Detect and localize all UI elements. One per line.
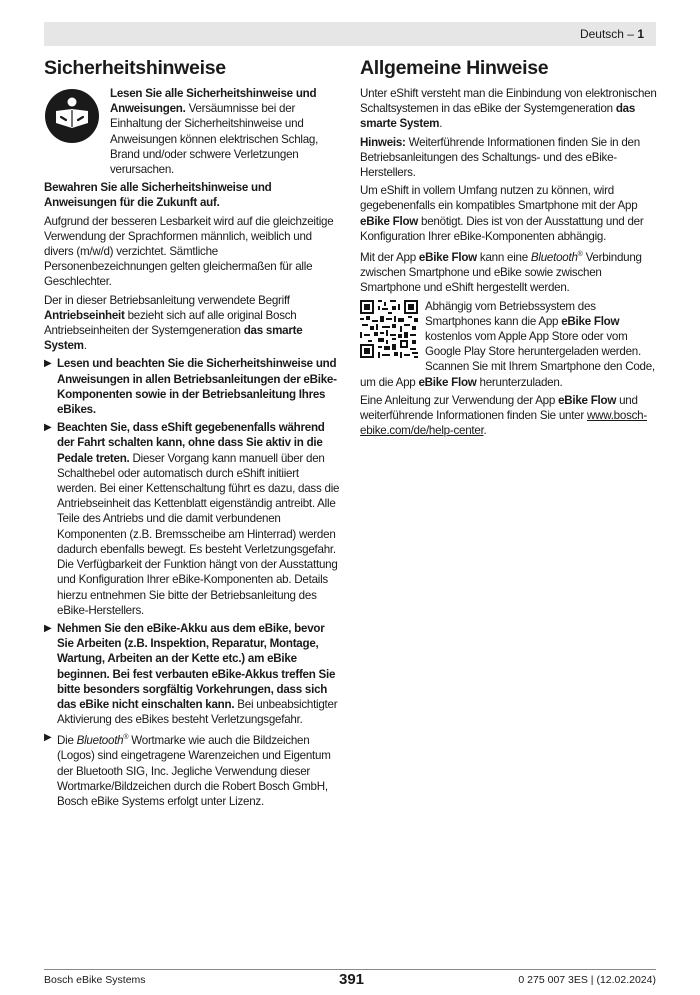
help-center-link[interactable]: www.bosch-ebike.com/de/help-center [360, 408, 647, 438]
readability-paragraph: Aufgrund der besseren Lesbarkeit wird auf die gleichzeitige Verwendung der Sprachformen männlich, weiblich und divers (m/w/d) verzichtet. Sämtliche Personenbezeichnungen gelten gleichermaßen für alle Geschlechter. [44, 214, 334, 289]
warning-block [44, 86, 340, 177]
triangle-bullet-icon: ▶ [44, 732, 52, 744]
drive-unit-paragraph: Der in dieser Betriebsanleitung verwendete Begriff Antriebseinheit bezieht sich auf alle original Bosch Antriebseinheiten der Systemgeneration das smarte System. [44, 293, 303, 353]
bullet-item: ▶ Lesen und beachten Sie die Sicherheitshinweise und Anweisungen in allen Betriebsanleitungen der eBike-Komponenten sowie in der Betriebsanleitung Ihres eBikes. [44, 357, 337, 417]
triangle-bullet-icon: ▶ [44, 422, 52, 434]
triangle-bullet-icon: ▶ [44, 358, 52, 370]
bluetooth-paragraph: Mit der App eBike Flow kann eine Bluetooth® Verbindung zwischen Smartphone und eBike sowie zwischen Smartphone und eShift hergestellt werden. [360, 250, 642, 295]
header-page-number: 1 [637, 27, 644, 41]
footer-page-number: 391 [339, 971, 365, 988]
footer [44, 969, 656, 992]
smartphone-paragraph: Um eShift in vollem Umfang nutzen zu können, wird gegebenenfalls ein kompatibles Smartphone mit der App eBike Flow benötigt. Dies ist von der Ausstattung und der Konfiguration Ihrer eBike-Komponenten abhängig. [360, 184, 644, 243]
qr-code-icon[interactable] [360, 300, 418, 358]
triangle-bullet-icon: ▶ [44, 622, 52, 634]
keep-instructions: Bewahren Sie alle Sicherheitshinweise und Anweisungen für die Zukunft auf. [44, 181, 272, 210]
left-column [44, 56, 340, 812]
warning-text: Lesen Sie alle Sicherheitshinweise und Anweisungen. Versäumnisse bei der Einhaltung der Sicherheitshinweise und Anweisungen können elektrischen Schlag, Brand und/oder schwere Verletzungen verursachen. [110, 87, 319, 177]
bullet-item: ▶ Die Bluetooth® Wortmarke wie auch die Bildzeichen (Logos) sind eingetragene Warenzeichen und Eigentum der Bluetooth SIG, Inc. Jegliche Verwendung dieser Wortmarke/Bildzeichen durch die Robert Bosch GmbH, Bosch eBike Systems erfolgt unter Lizenz. [44, 732, 331, 808]
bullet-item: ▶ Beachten Sie, dass eShift gegebenenfalls während der Fahrt schalten kann, ohne dass Sie aktiv in die Pedale treten. Dieser Vorgang kann manuell über den Schalthebel oder automatisch durch eShift initiiert werden. Bei einer Kettenschaltung führt es dazu, dass die Antriebseinheit das Kettenblatt eigenständig antreibt. Alle Teile des Antriebs und die damit verbundenen Komponenten (z.B. Bremsscheibe am Hinterrad) werden dadurch ebenfalls bewegt. Es besteht Verletzungsgefahr. Die Verfügbarkeit der Funktion hängt von der Ausstattung und Konfiguration Ihrer eBike-Komponenten ab. Details hierzu entnehmen Sie bitte der Betriebsanleitung des eBike-Herstellers. [44, 421, 340, 617]
qr-block [360, 299, 658, 360]
header-language: Deutsch – 1 [579, 27, 644, 41]
footer-doc-number: 0 275 007 3ES | (12.02.2024) [518, 974, 656, 986]
header-bar [44, 22, 656, 46]
scan-paragraph: Scannen Sie mit Ihrem Smartphone den Code, um die App eBike Flow herunterzuladen. [360, 360, 655, 389]
section-title-safety: Sicherheitshinweise [44, 57, 226, 79]
note-paragraph: Hinweis: Weiterführende Informationen finden Sie in den Betriebsanleitungen des Schaltungs- und des eBike-Herstellers. [360, 135, 640, 180]
section-title-general: Allgemeine Hinweise [360, 57, 549, 79]
read-manual-icon [44, 88, 100, 144]
bullet-item: ▶ Nehmen Sie den eBike-Akku aus dem eBike, bevor Sie Arbeiten (z.B. Inspektion, Reparatur, Montage, Wartung, Arbeiten an der Kette etc.) am eBike beginnen. Bei fest verbauten eBike-Akkus treffen Sie bitte besonders sorgfältig Vorkehrungen, dass sich das eBike nicht einschalten kann. Bei unbeabsichtigter Aktivierung des eBikes besteht Verletzungsgefahr. [44, 621, 338, 727]
qr-text: Abhängig vom Betriebssystem des Smartphones kann die App eBike Flow kostenlos vom Apple App Store oder vom Google Play Store heruntergeladen werden. [425, 299, 641, 359]
right-column [360, 56, 658, 441]
footer-brand: Bosch eBike Systems [44, 974, 146, 986]
eshift-definition: Unter eShift versteht man die Einbindung von elektronischen Schaltsystemen in das eBike der Systemgeneration das smarte System. [360, 87, 657, 131]
guide-paragraph: Eine Anleitung zur Verwendung der App eBike Flow und weiterführende Informationen finden Sie unter www.bosch-ebike.com/de/help-center. [360, 393, 647, 438]
